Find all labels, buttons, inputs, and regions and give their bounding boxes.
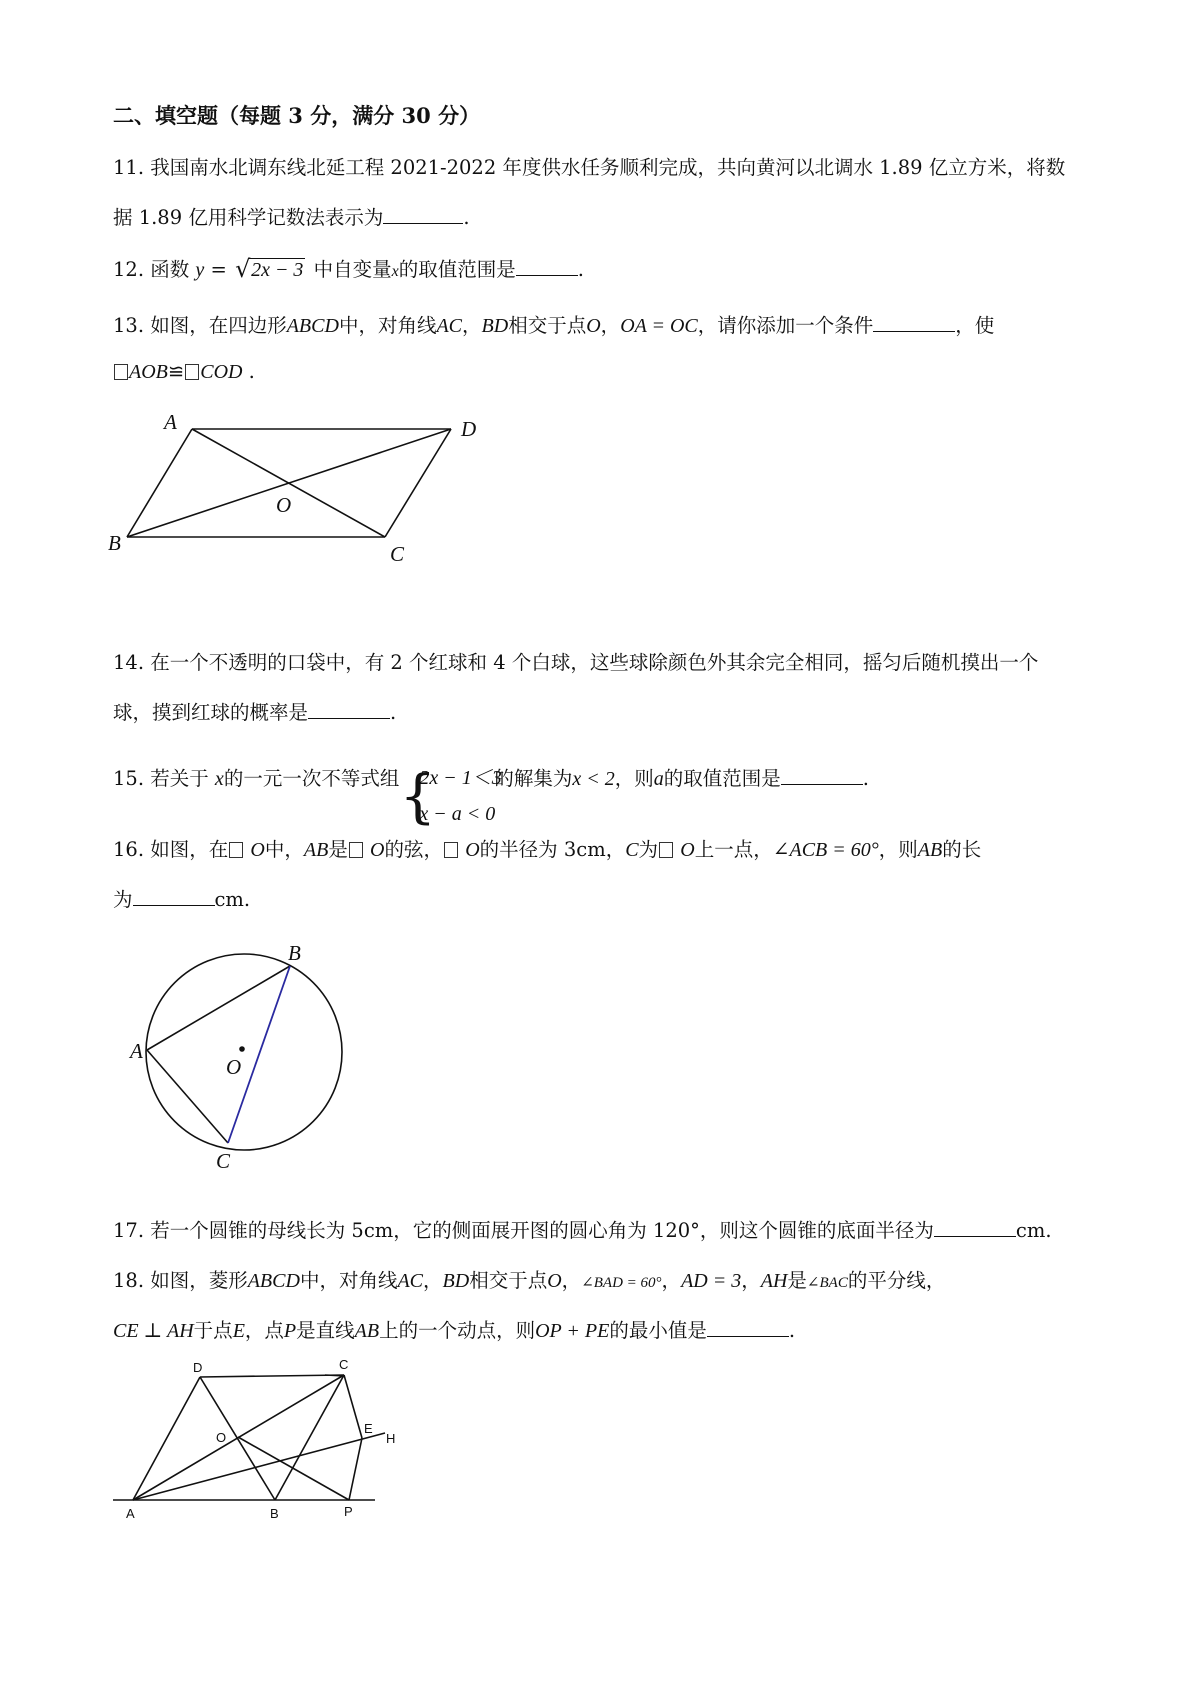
q14-line1: 14. 在一个不透明的口袋中，有 2 个红球和 4 个白球，这些球除颜色外其余完全相同，摇匀后随机摸出一个 (113, 651, 1039, 674)
q15-mid2: 的解集为 (494, 767, 573, 790)
q16-o: O (250, 839, 265, 861)
q18-t8: 于点 (193, 1319, 233, 1342)
label-c: C (390, 542, 405, 566)
q18-p: P (283, 1320, 297, 1342)
q18-o: O (547, 1270, 562, 1292)
label-h: H (386, 1431, 396, 1446)
q13-text-c: 相交于点 (508, 314, 587, 337)
q16-c: C (625, 839, 639, 861)
q13-bd: BD (481, 315, 509, 337)
q12-suffix: 的取值范围是 (398, 258, 516, 281)
q16-t8: ，则 (878, 838, 918, 861)
label-e: E (364, 1421, 373, 1436)
q13-text-e: ，使 (955, 314, 995, 337)
q15-period: . (862, 767, 869, 790)
q18-t11: 上的一个动点，则 (379, 1319, 536, 1342)
q13-tri1: AOB (129, 361, 168, 383)
q13-text-a: 13. 如图，在四边形 (113, 314, 287, 337)
side-ad (133, 1377, 200, 1500)
q15-brace: { (399, 762, 437, 830)
q16-o-3: O (465, 839, 480, 861)
q18-t10: 是直线 (296, 1319, 355, 1342)
segment-ep (349, 1438, 362, 1500)
q15-mid: 的一元一次不等式组 (223, 767, 400, 790)
q13-congruent: ≌ (167, 360, 185, 383)
q17-unit: cm. (1015, 1219, 1052, 1242)
diagonal-bd (200, 1377, 275, 1500)
q18-t4: ， (661, 1269, 682, 1292)
label-d: D (461, 417, 477, 441)
q16-ab-2: AB (917, 839, 943, 861)
q13-tri2: COD (200, 361, 243, 383)
q18-t7: 的平分线， (847, 1269, 946, 1292)
q16-t2: 中， (264, 838, 304, 861)
q16-text: 为 (113, 888, 133, 911)
label-b: B (270, 1506, 279, 1521)
q11-text: 据 1.89 亿用科学记数法表示为 (113, 206, 384, 229)
q16-angle: ∠ACB = 60° (772, 839, 879, 861)
q18-comma-2: ， (561, 1269, 582, 1292)
q18-t9: ，点 (244, 1319, 284, 1342)
q18-ab: AB (354, 1320, 380, 1342)
q13-period: . (248, 360, 255, 383)
q18-angle: ∠BAD = 60° (581, 1275, 662, 1291)
q18-ah: AH (760, 1270, 788, 1292)
q11-line1: 11. 我国南水北调东线北延工程 2021-2022 年度供水任务顺利完成，共向黄河以北调水 1.89 亿立方米，将数 (113, 156, 1066, 179)
q16-t6: 为 (638, 838, 659, 861)
q18-ac: AC (397, 1270, 424, 1292)
q13-condition: OA = OC (620, 315, 698, 337)
segment-ce (344, 1375, 362, 1438)
q16-t3: 是 (328, 838, 348, 861)
q15-mid3: ，则 (614, 767, 654, 790)
label-d: D (193, 1360, 203, 1375)
q13-comma-2: ， (600, 314, 621, 337)
q15-a: a (653, 768, 664, 790)
q16-unit: cm. (214, 888, 251, 911)
label-b: B (108, 531, 121, 555)
q14-period: . (390, 701, 397, 724)
label-a: A (126, 1506, 135, 1521)
q13-comma: ， (462, 314, 482, 337)
q16-t1: 16. 如图，在 (113, 838, 229, 861)
q13-text-d: ，请你添加一个条件 (697, 314, 874, 337)
q13-o: O (586, 315, 601, 337)
label-a: A (164, 410, 177, 434)
q11-period: . (463, 206, 470, 229)
q15-ineq1: 2x − 1＜3 (419, 767, 502, 789)
q18-bd: BD (442, 1270, 470, 1292)
label-o: O (216, 1430, 227, 1445)
q16-t5: 的半径为 3cm， (479, 838, 626, 861)
q18-period: . (788, 1319, 796, 1342)
label-c: C (216, 1149, 231, 1173)
q18-t5: ， (741, 1269, 761, 1292)
q15-suffix: 的取值范围是 (663, 767, 781, 790)
q16-t7: 上一点， (694, 838, 773, 861)
q12-y: y (195, 259, 205, 281)
q15-solution: x < 2 (572, 768, 615, 790)
q18-t12: 的最小值是 (609, 1319, 707, 1342)
q18-abcd: ABCD (247, 1270, 300, 1292)
q18-t1: 18. 如图，菱形 (113, 1269, 248, 1292)
q12-period: . (577, 258, 584, 281)
label-o: O (276, 493, 292, 517)
q16-ab: AB (303, 839, 329, 861)
q13-text-b: 中，对角线 (338, 314, 437, 337)
q16-t9: 的长 (942, 838, 982, 861)
q13-ac: AC (436, 315, 463, 337)
q18-t3: 相交于点 (469, 1269, 548, 1292)
top-extension (325, 1375, 345, 1376)
q18-t2: 中，对角线 (299, 1269, 398, 1292)
q12-prefix: 12. 函数 (113, 258, 190, 281)
q12-x: x (391, 263, 399, 280)
q15-x: x (214, 768, 224, 790)
q16-o-4: O (680, 839, 695, 861)
q15-prefix: 15. 若关于 (113, 767, 209, 790)
label-a: A (130, 1039, 143, 1063)
label-b: B (288, 941, 301, 965)
q18-expression: OP + PE (535, 1320, 610, 1342)
q18-perp: CE ⊥ AH (113, 1320, 194, 1342)
side-cb (275, 1375, 344, 1500)
q13-abcd: ABCD (286, 315, 339, 337)
q18-e: E (232, 1320, 245, 1342)
q12-equals: = (210, 258, 227, 281)
side-dc (200, 1375, 344, 1377)
label-c: C (339, 1357, 349, 1372)
section-title: 二、填空题（每题 3 分，满分 30 分） (113, 103, 481, 128)
q18-t6: 是 (787, 1269, 807, 1292)
label-o: O (226, 1055, 242, 1079)
q18-ad: AD = 3 (681, 1270, 742, 1292)
q17-text: 17. 若一个圆锥的母线长为 5cm，它的侧面展开图的圆心角为 120°，则这个圆锥的底面半径为 (113, 1219, 934, 1242)
q12-sqrt: √ 2x − 3 (235, 255, 304, 283)
q16-o-2: O (370, 839, 385, 861)
label-p: P (344, 1504, 353, 1519)
q18-angle2: ∠BAC (806, 1275, 848, 1291)
q12-mid: 中自变量 (313, 258, 392, 281)
q16-t4: 的弦， (384, 838, 444, 861)
q12-radicand: 2x − 3 (251, 259, 304, 281)
q18-comma: ， (423, 1269, 443, 1292)
q15-ineq2: x − a < 0 (419, 803, 496, 825)
q14-text: 球，摸到红球的概率是 (113, 701, 309, 724)
ray-ah (133, 1433, 385, 1500)
